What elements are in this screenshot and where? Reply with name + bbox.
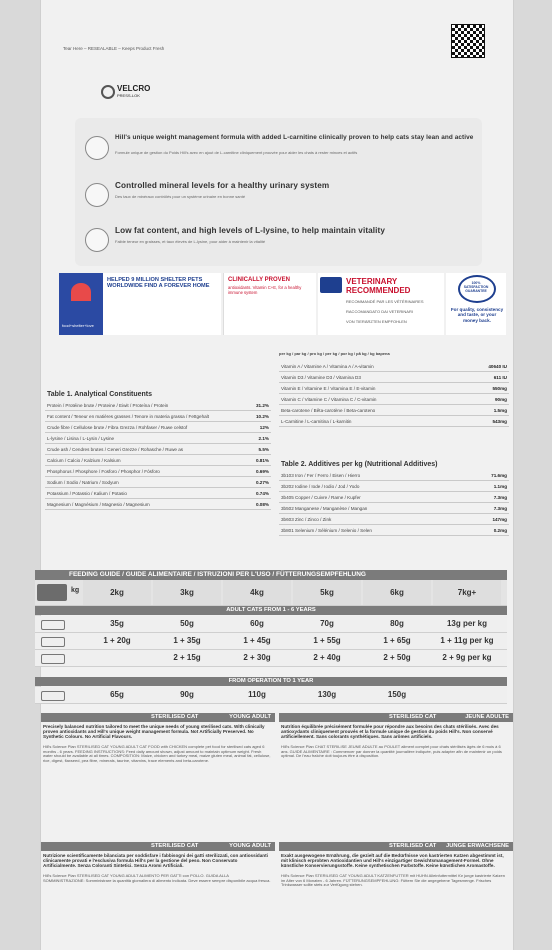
shelter-panel <box>59 273 221 335</box>
adult-mix1-cell: 1 + 35g <box>173 636 201 645</box>
hills-logo <box>320 277 342 293</box>
shelter-title: HELPED 9 MILLION SHELTER PETS WORLDWIDE FIND A FOREVER HOME <box>107 277 210 290</box>
table1-row <box>45 477 271 488</box>
claim-2-title: Controlled mineral levels for a healthy urinary system <box>115 181 330 190</box>
table2-row <box>279 525 509 536</box>
table2-value: 7.3mg <box>469 492 509 503</box>
vit-value: 543mg <box>466 416 509 427</box>
lang-en-left: STERILISED CAT <box>151 714 199 720</box>
velcro-logo <box>103 84 150 98</box>
operation-dry-cell: 110g <box>248 690 266 699</box>
vit-row <box>279 361 509 372</box>
vet-title: VETERINARY RECOMMENDED <box>346 277 411 295</box>
weight-cell: 2kg <box>83 580 151 605</box>
vit-label: Beta-carotene / Bêta-carotène / Beta-caroteno <box>279 405 466 416</box>
table1-label: Phosphorus / Phosphore / Fosforo / Phosphor / Fósforo <box>45 466 250 477</box>
it-body-text: Hill's Science Plan STERILISED CAT YOUNG ADULT ALIMENTO PER GATTI con POLLO. GUIDA ALLA SOMMINISTRAZIONE: Somministrare la quantità giornaliera di alimento indicata. Deve essere sempre disponibile acqua fresca. <box>43 873 271 883</box>
operation-dry-row <box>35 687 507 704</box>
claim-1-sub: Formule unique de gestion du Poids Hill's avec en ajout de L-carnitine cliniquement prouvée pour aider les chats à rester minces et actifs <box>115 150 358 155</box>
table1-value: 0.27% <box>250 477 271 488</box>
table1-row <box>45 444 271 455</box>
table1-value: 31.2% <box>250 400 271 411</box>
table2-title: Table 2. Additives per kg (Nutritional Additives) <box>281 461 438 468</box>
en-bold-text: Precisely balanced nutrition tailored to meet the unique needs of young sterilised cats. With clinically proven antioxidants and Hill's unique weight management formula. Not Artificially Preserved. No Synthetic Colours. No Artificial Flavours. <box>43 724 265 740</box>
vit-label: Vitamin C / Vitamine C / Vitamina C / C-vitamin <box>279 394 466 405</box>
table1-value: 0.74% <box>250 488 271 499</box>
vet-sub2: RACCOMANDATO DAI VETERINARI <box>346 309 413 314</box>
lang-fr-right: JEUNE ADULTE <box>465 714 509 720</box>
table2-row <box>279 470 509 481</box>
table1-value: 2.1% <box>250 433 271 444</box>
operation-bar-label: FROM OPERATION TO 1 YEAR <box>228 678 314 684</box>
fr-bold-text: Nutrition équilibrée précisément formulée pour répondre aux besoins des chats stérilisés. Avec des antioxydants cliniquement prouvés et la formule unique de gestion du poids Hill's. Non conservé artificiellement. Sans colorants synthétiques. Sans arômes artificiels. <box>281 724 499 740</box>
cat-silhouette-icon <box>85 136 109 160</box>
table2-value: 71.6mg <box>469 470 509 481</box>
lang-it-right: YOUNG ADULT <box>229 843 271 849</box>
lang-fr-left: STERILISED CAT <box>389 714 437 720</box>
adult-mix2-cell: 2 + 15g <box>173 653 201 662</box>
lang-bar-de <box>279 842 513 851</box>
table1-label: L-lysine / Lisina / L-Lysin / Lysine <box>45 433 250 444</box>
weight-cell: 5kg <box>293 580 361 605</box>
table2-value: 1.1mg <box>469 481 509 492</box>
adult-dry-cell: 70g <box>320 619 334 628</box>
dry-food-icon <box>41 620 65 630</box>
qr-code <box>451 24 485 58</box>
claim-1-title: Hill's unique weight management formula with added L-carnitine clinically proven to help cats stay lean and active <box>115 134 474 141</box>
table1-value: 0.08% <box>250 499 271 510</box>
table1-row <box>45 422 271 433</box>
shelter-badge <box>59 273 103 335</box>
table1-row <box>45 488 271 499</box>
proven-panel <box>223 273 316 335</box>
vet-sub1: RECOMMANDÉ PAR LES VÉTÉRINAIRES <box>346 299 424 304</box>
cat-scale-icon <box>37 584 67 601</box>
weight-row <box>35 580 507 606</box>
table2 <box>279 470 509 536</box>
table1-value: 10.2% <box>250 411 271 422</box>
lang-de-left: STERILISED CAT <box>389 843 437 849</box>
vitamin-table <box>279 361 509 427</box>
adult-mix2-cell <box>83 650 151 666</box>
claims-panel <box>75 118 482 266</box>
table1-label: Crude fibre / Cellulose brute / Fibra Grezza / Rohfaser / Ruwe celstof <box>45 422 250 433</box>
vit-label: Vitamin E / Vitamine E / Vitamina E / E-vitamin <box>279 383 466 394</box>
wet-food-2-icon <box>41 654 65 664</box>
adult-mix1-cell: 1 + 65g <box>383 636 411 645</box>
weight-cell: 3kg <box>153 580 221 605</box>
product-back-panel <box>40 0 514 950</box>
adult-mix1-cell: 1 + 20g <box>103 636 131 645</box>
operation-bar <box>35 677 507 686</box>
vit-value: 40640 IU <box>466 361 509 372</box>
vit-value: 611 IU <box>466 372 509 383</box>
table1-label: Crude ash / Cendres brutes / Ceneri Grezze / Rohasche / Ruwe as <box>45 444 250 455</box>
weight-cell: 4kg <box>223 580 291 605</box>
adult-bar-label: ADULT CATS FROM 1 - 6 YEARS <box>226 607 316 613</box>
adult-mix2-cell: 2 + 50g <box>383 653 411 662</box>
velcro-sub: PRESS-LOK <box>117 93 140 98</box>
vit-value: 1.5mg <box>466 405 509 416</box>
vit-value: 90mg <box>466 394 509 405</box>
perkg-header: per kg / par kg / pro kg / per kg / por kg / på kg / kg bapena <box>279 351 390 356</box>
lang-en-right: YOUNG ADULT <box>229 714 271 720</box>
table1-row <box>45 466 271 477</box>
vit-row <box>279 394 509 405</box>
claim-2-sub: Des taux de minéraux contrôlés pour un système urinaire en bonne santé <box>115 194 246 199</box>
vit-row <box>279 372 509 383</box>
vit-label: Vitamin D3 / Vitamine D3 / Vitamina D3 <box>279 372 466 383</box>
claim-3-sub: Faible teneur en graisses, et taux élevés de L-lysine, pour aider à maintenir la vitalité <box>115 239 266 244</box>
adult-mix1-cell: 1 + 55g <box>313 636 341 645</box>
lang-bar-en <box>41 713 275 722</box>
table1-value: 5.5% <box>250 444 271 455</box>
adult-mix1-cell: 1 + 45g <box>243 636 271 645</box>
kg-label: kg <box>71 587 80 594</box>
table2-row <box>279 503 509 514</box>
kidney-icon <box>85 183 109 207</box>
table1-label: Fat content / Teneur en matières grasses / Tenore in materia grassa / Fettgehalt <box>45 411 250 422</box>
de-bold-text: Exakt ausgewogene Ernährung, die gezielt auf die Bedürfnisse von kastrierten Katzen abgestimmt ist, mit klinisch erprobten Antioxidantien und Hill's einzigartiger Gewichtsmanagement-Formel. Ohne künstliche Konservierungsstoffe. Keine synthetischen Farbstoffe. Keine künstlichen Aromastoffe. <box>281 853 504 869</box>
dry-food-2-icon <box>41 691 65 701</box>
vit-value: 550mg <box>466 383 509 394</box>
adult-mix2-cell: 2 + 40g <box>313 653 341 662</box>
operation-dry-cell: 65g <box>110 690 124 699</box>
adult-mix2-cell: 2 + 30g <box>243 653 271 662</box>
adult-dry-cell: 80g <box>390 619 404 628</box>
table2-label: 3b801 Selenium / Sélénium / Selenio / Selen <box>279 525 469 536</box>
velcro-label: VELCRO <box>117 84 151 93</box>
table2-value: 0.2mg <box>469 525 509 536</box>
satisfaction-panel <box>446 273 506 335</box>
weight-cell: 6kg <box>363 580 431 605</box>
table2-row <box>279 514 509 525</box>
cat-stretch-icon <box>85 228 109 252</box>
wet-food-icon <box>41 637 65 647</box>
table1-value: 0.81% <box>250 455 271 466</box>
table2-label: 3b103 Iron / Fer / Ferro / Eisen / Hierro <box>279 470 469 481</box>
adult-bar <box>35 606 507 615</box>
table1-label: Potassium / Potassio / Kalium / Potasio <box>45 488 250 499</box>
satisfaction-badge: 100% SATISFACTION GUARANTEE <box>463 281 489 293</box>
vit-row <box>279 416 509 427</box>
lang-de-right: JUNGE ERWACHSENE <box>445 843 509 849</box>
adult-dry-row <box>35 616 507 633</box>
table2-label: 3b405 Copper / Cuivre / Rame / Kupfer <box>279 492 469 503</box>
tear-note: Tear Here – RESEALABLE – Keeps Product Fresh <box>63 46 165 51</box>
table2-label: 3b202 Iodine / Iode / Iodio / Jod / Yodo <box>279 481 469 492</box>
vet-panel <box>318 273 444 335</box>
adult-dry-cell: 50g <box>180 619 194 628</box>
proven-body: antioxidants. Vitamin C+E, for a healthy immune system <box>228 285 302 295</box>
vet-sub3: VON TIERÄRZTEN EMPFOHLEN <box>346 319 407 324</box>
feeding-guide <box>35 570 494 710</box>
adult-dry-cell: 60g <box>250 619 264 628</box>
operation-dry-cell: 130g <box>317 690 337 699</box>
table1-row <box>45 411 271 422</box>
table1-label: Sodium / Sodio / Natrium / Sodyum <box>45 477 250 488</box>
table2-label: 3b502 Manganese / Manganèse / Mangan <box>279 503 469 514</box>
heart-house-icon <box>71 283 91 301</box>
it-bold-text: Nutrizione scientificamente bilanciata per soddisfare i fabbisogni dei gatti sterilizzati, con antiossidanti clinicamente provati e l'esclusiva formula Hill's per la gestione del peso. Non Conservato Artificialmente. Senza Coloranti Sintetici. Senza Aromi Artificiali. <box>43 853 268 869</box>
proven-title: CLINICALLY PROVEN <box>228 277 291 283</box>
operation-dry-cell <box>433 687 501 703</box>
vit-row <box>279 383 509 394</box>
vit-label: L-Carnitine / L-carnitina / L-karnitin <box>279 416 466 427</box>
weight-cell: 7kg+ <box>433 580 501 605</box>
lang-it-left: STERILISED CAT <box>151 843 199 849</box>
table1-row <box>45 433 271 444</box>
table1-value: 12% <box>250 422 271 433</box>
table1-label: Magnesium / Magnésium / Magnesio / Magnesium <box>45 499 250 510</box>
adult-mix1-cell: 1 + 11g per kg <box>440 636 494 645</box>
en-body-text: Hill's Science Plan STERILISED CAT YOUNG ADULT CAT FOOD with CHICKEN complete pet food for sterilised cats aged 6 months - 6 years. FEEDING INSTRUCTIONS: Feed daily amount shown, adjust amount to maintain optimum weight. Fresh water should be available at all times. COMPOSITION: Maize, chicken and turkey meal, maize gluten meal, animal fat, cellulose, rice, digest, flaxseed, pea fibre, minerals, taurine, vitamins, trace elements and beta-carotene. <box>43 744 271 763</box>
table1-row <box>45 400 271 411</box>
feeding-guide-title: FEEDING GUIDE / GUIDE ALIMENTAIRE / ISTRUZIONI PER L'USO / FÜTTERUNGSEMPFEHLUNG <box>69 571 366 578</box>
table2-row <box>279 492 509 503</box>
table1-label: Calcium / Calcio / Kalzium / Kalsium <box>45 455 250 466</box>
adult-mix2-cell: 2 + 9g per kg <box>442 653 492 662</box>
claim-3-title: Low fat content, and high levels of L-lysine, to help maintain vitality <box>115 226 386 235</box>
adult-mix2-row <box>35 650 507 667</box>
adult-mix1-row <box>35 633 507 650</box>
table1-label: Protein / Protéine brute / Proteine / Eiwit / Proteína / Protein <box>45 400 250 411</box>
table1-value: 0.69% <box>250 466 271 477</box>
table2-row <box>279 481 509 492</box>
de-body-text: Hill's Science Plan STERILISED CAT YOUNG ADULT KATZENFUTTER mit HUHN Alleinfuttermittel für junge kastrierte Katzen im Alter von 6 Monaten - 6 Jahren. FÜTTERUNGSEMPFEHLUNG: Füttern Sie die angegebene Tagesmenge. Frisches Trinkwasser sollte stets zur Verfügung stehen. <box>281 873 505 888</box>
table1 <box>45 400 271 510</box>
adult-dry-cell: 35g <box>110 619 124 628</box>
vit-label: Vitamin A / Vitamine A / Vitamina A / A-vitamin <box>279 361 466 372</box>
feeding-guide-header <box>35 570 507 580</box>
adult-dry-cell: 13g per kg <box>446 619 487 628</box>
table1-row <box>45 499 271 510</box>
lang-bar-it <box>41 842 275 851</box>
operation-dry-cell: 150g <box>387 690 407 699</box>
lang-bar-fr <box>279 713 513 722</box>
vit-row <box>279 405 509 416</box>
table1-title: Table 1. Analytical Constituents <box>47 391 153 398</box>
table2-label: 3b603 Zinc / Zinco / Zink <box>279 514 469 525</box>
satisfaction-body: For quality, consistency and taste, or your money back. <box>450 307 504 323</box>
operation-dry-cell: 90g <box>180 690 194 699</box>
shelter-tag: food+shelter+love <box>62 323 94 328</box>
table2-value: 147mg <box>469 514 509 525</box>
table2-value: 7.3mg <box>469 503 509 514</box>
fr-body-text: Hill's Science Plan CHAT STERILISE JEUNE ADULTE au POULET aliment complet pour chats stérilisés âgés de 6 mois à 6 ans. GUIDE ALIMENTAIRE : Commencer par donner la quantité journalière indiquée, puis adapter afin de maintenir un poids optimal. De l'eau fraîche doit toujours être à disposition. <box>281 744 502 759</box>
table1-row <box>45 455 271 466</box>
